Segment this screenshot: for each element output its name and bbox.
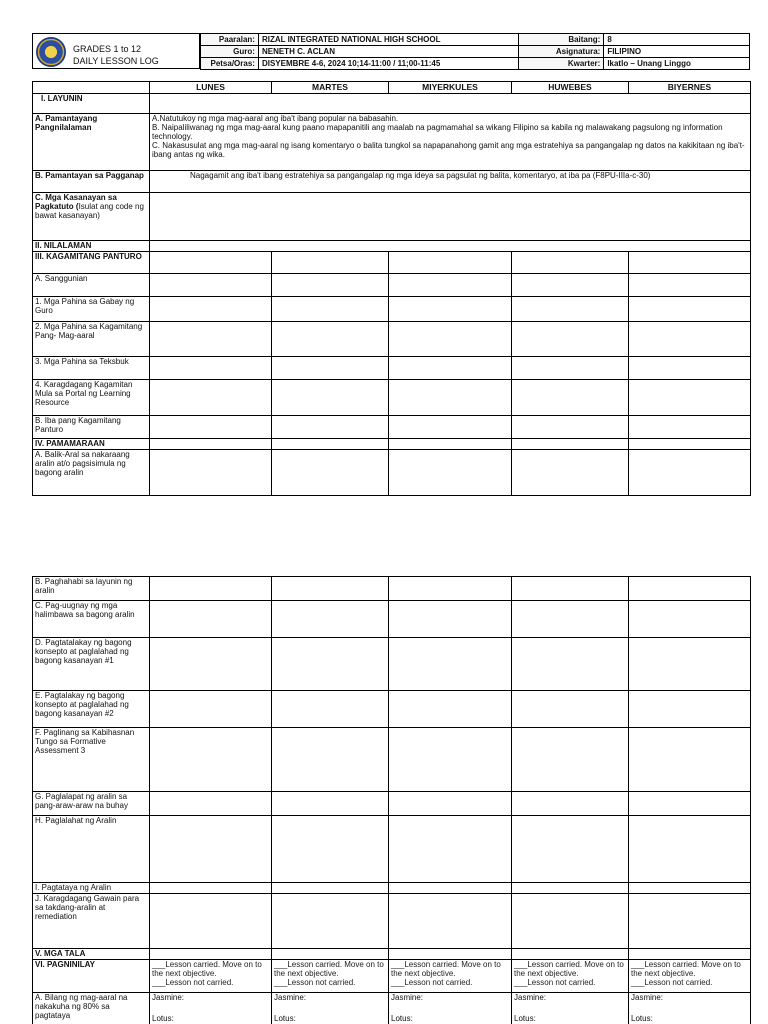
names-martes: [272, 993, 389, 1024]
row-paglalahat: [33, 816, 751, 883]
label-guro: Guro:: [201, 46, 259, 58]
reflection-carried: ___Lesson carried. Move on to the next objective.: [391, 960, 501, 978]
name-lotus: Lotus:: [631, 1014, 653, 1023]
label-baitang: Baitang:: [518, 34, 604, 46]
label-pamantayan-pagganap: B. Pamantayan sa Pagganap: [33, 171, 150, 193]
row-iba-pang: [33, 416, 751, 439]
header: [32, 33, 750, 69]
value-petsa: DISYEMBRE 4-6, 2024 10;14-11:00 / 11;00-11:45: [258, 58, 518, 70]
reflection-carried: ___Lesson carried. Move on to the next objective.: [152, 960, 262, 978]
objective-c: C. Nakasusulat ang mga mag-aaral ng isang komentaryo o balita tungkol sa napapanahong gamit ang mga estratehiya sa pangangalap ng datos na kakikitaan ng iba't-ibang antas ng wika.: [152, 141, 745, 159]
header-title-dll: DAILY LESSON LOG: [73, 56, 159, 66]
pagganap-text: Nagagamit ang iba't ibang estratehiya sa pangangalap ng mga ideya sa pagsulat ng balita, komentaryo, at iba pa (F8PU-IIIa-c-30): [150, 171, 751, 193]
label-pamantayang-pangnilalaman: A. Pamantayang Pangnilalaman: [33, 114, 150, 171]
names-miyerkules: [389, 993, 512, 1024]
reflection-not-carried: ___Lesson not carried.: [631, 978, 713, 987]
row-kagamitang: [33, 252, 751, 274]
label-kwarter: Kwarter:: [518, 58, 604, 70]
label-kagamitang: III. KAGAMITANG PANTURO: [33, 252, 150, 274]
name-lotus: Lotus:: [274, 1014, 296, 1023]
label-pamamaraan: IV. PAMAMARAAN: [33, 439, 150, 450]
reflection-miyerkules: [389, 960, 512, 993]
label-petsa: Petsa/Oras:: [201, 58, 259, 70]
label-gabay: 1. Mga Pahina sa Gabay ng Guro: [33, 297, 150, 322]
label-kasanayan: [33, 193, 150, 241]
header-title-grades: GRADES 1 to 12: [73, 44, 142, 54]
name-jasmine: Jasmine:: [152, 993, 185, 1002]
reflection-carried: ___Lesson carried. Move on to the next objective.: [514, 960, 624, 978]
label-nilalaman: II. NILALAMAN: [33, 241, 150, 252]
lesson-table-part2: [32, 576, 751, 1024]
row-pamantayang-pangnilalaman: [33, 114, 751, 171]
row-kasanayan: [33, 193, 751, 241]
day-lunes: LUNES: [150, 82, 272, 94]
day-miyerkules: MIYERKULES: [389, 82, 512, 94]
name-lotus: Lotus:: [514, 1014, 536, 1023]
label-pagninilay: VI. PAGNINILAY: [33, 960, 150, 993]
header-row-school: [201, 34, 750, 46]
name-jasmine: Jasmine:: [514, 993, 547, 1002]
row-pagtataya: [33, 883, 751, 894]
reflection-martes: [272, 960, 389, 993]
deped-seal-icon: [36, 37, 66, 67]
row-pagtalakay-2: [33, 691, 751, 728]
label-iba-pang: B. Iba pang Kagamitang Panturo: [33, 416, 150, 439]
names-huwebes: [512, 993, 629, 1024]
row-gabay: [33, 297, 751, 322]
row-pagninilay: [33, 960, 751, 993]
label-teksbuk: 3. Mga Pahina sa Teksbuk: [33, 357, 150, 380]
label-mga-tala: V. MGA TALA: [33, 949, 150, 960]
label-bilang: A. Bilang ng mag-aaral na nakakuha ng 80% sa pagtataya: [33, 993, 150, 1024]
row-layunin: [33, 94, 751, 114]
objectives-cell: [150, 114, 751, 171]
label-balik-aral: A. Balik-Aral sa nakaraang aralin at/o pagsisimula ng bagong aralin: [33, 450, 150, 496]
label-layunin: I. LAYUNIN: [33, 94, 150, 114]
value-kwarter: Ikatlo – Unang Linggo: [604, 58, 750, 70]
value-asignatura: FILIPINO: [604, 46, 750, 58]
reflection-not-carried: ___Lesson not carried.: [391, 978, 473, 987]
header-info-table: [200, 33, 750, 70]
row-paghahabi: [33, 577, 751, 601]
value-guro: NENETH C. ACLAN: [258, 46, 518, 58]
label-paaralan: Paaralan:: [201, 34, 259, 46]
reflection-biyernes: [629, 960, 751, 993]
objective-a: A.Natutukoy ng mga mag-aaral ang iba't ibang popular na babasahin.: [152, 114, 399, 123]
label-paghahabi: B. Paghahabi sa layunin ng aralin: [33, 577, 150, 601]
row-nilalaman: [33, 241, 751, 252]
lesson-table-part1: [32, 81, 751, 496]
header-title-box: [32, 33, 200, 69]
reflection-lunes: [150, 960, 272, 993]
name-lotus: Lotus:: [391, 1014, 413, 1023]
days-header-row: [33, 82, 751, 94]
label-pagtataya: I. Pagtataya ng Aralin: [33, 883, 150, 894]
label-kasanayan-rest: Isulat ang code ng bawat kasanayan): [35, 202, 144, 220]
row-paglalapat: [33, 792, 751, 816]
row-kagamitang-mag-aaral: [33, 322, 751, 357]
label-paglinang: F. Paglinang sa Kabihasnan Tungo sa Formative Assessment 3: [33, 728, 150, 792]
row-pamantayan-pagganap: [33, 171, 751, 193]
label-pagtatalakay-1: D. Pagtatalakay ng bagong konsepto at paglalahad ng bagong kasanayan #1: [33, 638, 150, 691]
name-lotus: Lotus:: [152, 1014, 174, 1023]
objective-b: B. Naipaliliwanag ng mga mag-aaral kung paano mapapanitili ang maalab na pagmamahal sa wikang Filipino sa kabila ng malawakang pagsulong ng information technology.: [152, 123, 723, 141]
label-paglalapat: G. Paglalapat ng aralin sa pang-araw-araw na buhay: [33, 792, 150, 816]
row-bilang: [33, 993, 751, 1024]
row-karagdagang-lr: [33, 380, 751, 416]
name-jasmine: Jasmine:: [391, 993, 424, 1002]
reflection-huwebes: [512, 960, 629, 993]
label-pag-uugnay: C. Pag-uugnay ng mga halimbawa sa bagong aralin: [33, 601, 150, 638]
day-biyernes: BIYERNES: [629, 82, 751, 94]
row-teksbuk: [33, 357, 751, 380]
name-jasmine: Jasmine:: [631, 993, 664, 1002]
row-balik-aral: [33, 450, 751, 496]
row-paglinang: [33, 728, 751, 792]
day-martes: MARTES: [272, 82, 389, 94]
label-karagdagang-gawain: J. Karagdagang Gawain para sa takdang-aralin at remediation: [33, 894, 150, 949]
row-pamamaraan: [33, 439, 751, 450]
row-karagdagang-gawain: [33, 894, 751, 949]
names-lunes: [150, 993, 272, 1024]
row-pag-uugnay: [33, 601, 751, 638]
label-pagtalakay-2: E. Pagtalakay ng bagong konsepto at paglalahad ng bagong kasanayan #2: [33, 691, 150, 728]
day-huwebes: HUWEBES: [512, 82, 629, 94]
row-pagtatalakay-1: [33, 638, 751, 691]
label-paglalahat: H. Paglalahat ng Aralin: [33, 816, 150, 883]
label-sanggunian: A. Sanggunian: [33, 274, 150, 297]
label-karagdagang-lr: 4. Karagdagang Kagamitan Mula sa Portal ng Learning Resource: [33, 380, 150, 416]
label-asignatura: Asignatura:: [518, 46, 604, 58]
reflection-carried: ___Lesson carried. Move on to the next objective.: [274, 960, 384, 978]
label-kasanayan-bold: C. Mga Kasanayan sa Pagkatuto (: [35, 193, 117, 211]
reflection-not-carried: ___Lesson not carried.: [274, 978, 356, 987]
names-biyernes: [629, 993, 751, 1024]
name-jasmine: Jasmine:: [274, 993, 307, 1002]
reflection-not-carried: ___Lesson not carried.: [514, 978, 596, 987]
label-kagamitang-mag-aaral: 2. Mga Pahina sa Kagamitang Pang- Mag-aaral: [33, 322, 150, 357]
value-baitang: 8: [604, 34, 750, 46]
header-row-teacher: [201, 46, 750, 58]
reflection-carried: ___Lesson carried. Move on to the next objective.: [631, 960, 741, 978]
row-mga-tala: [33, 949, 751, 960]
row-sanggunian: [33, 274, 751, 297]
value-paaralan: RIZAL INTEGRATED NATIONAL HIGH SCHOOL: [258, 34, 518, 46]
reflection-not-carried: ___Lesson not carried.: [152, 978, 234, 987]
header-row-date: [201, 58, 750, 70]
